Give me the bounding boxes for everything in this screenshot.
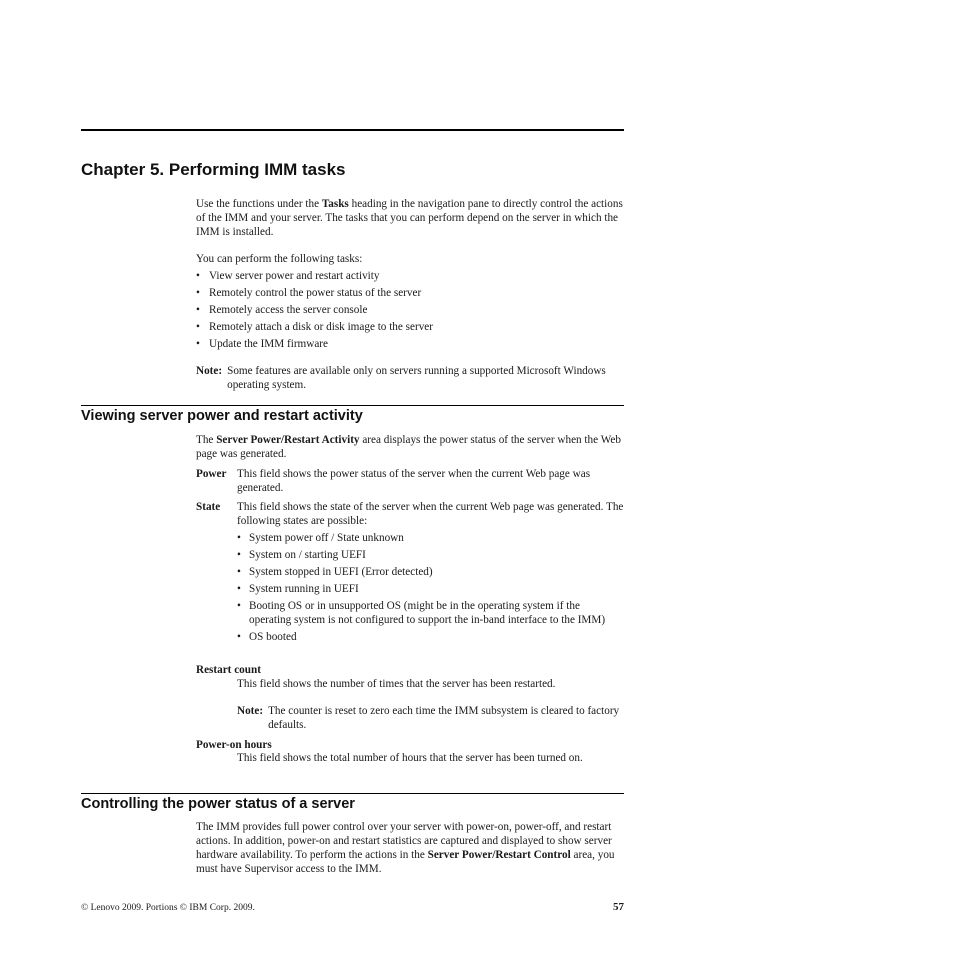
page-number: 57 (613, 901, 624, 913)
chapter-intro-post: heading in the navigation pane to directly control the actions of the IMM and your server. The tasks that you can perform depend on the server in which the IMM is installed. (196, 198, 623, 238)
power-field-entry (196, 467, 624, 495)
tasks-list (196, 269, 624, 354)
power-term: Power (196, 468, 227, 480)
list-item: • Update the IMM firmware (196, 337, 624, 351)
section1-intro (196, 433, 624, 461)
section2-intro-bold: Server Power/Restart Control (427, 849, 571, 861)
section2-title: Controlling the power status of a server (81, 796, 355, 812)
section1-intro-pre: The (196, 434, 217, 446)
footer-copyright: © Lenovo 2009. Portions © IBM Corp. 2009. (81, 903, 255, 913)
restart-count-term: Restart count (196, 664, 261, 676)
list-item: • Remotely attach a disk or disk image to the server (196, 320, 624, 334)
restart-count-desc: This field shows the number of times that the server has been restarted. (237, 678, 556, 690)
power-desc: This field shows the power status of the server when the current Web page was generated. (237, 468, 591, 494)
chapter-note (196, 364, 624, 392)
section2-intro (196, 820, 624, 876)
list-item: • System power off / State unknown (237, 531, 624, 545)
tasks-lead: You can perform the following tasks: (196, 253, 363, 265)
note-label: Note: (196, 365, 223, 377)
section1-intro-bold: Server Power/Restart Activity (216, 434, 360, 446)
section1-title: Viewing server power and restart activity (81, 408, 363, 424)
restart-count-note (237, 704, 624, 732)
chapter-intro (196, 197, 624, 239)
state-term: State (196, 501, 221, 513)
chapter-intro-pre: Use the functions under the (196, 198, 322, 210)
list-item: • Booting OS or in unsupported OS (might be in the operating system if the operating system is not configured to support the in-band interface to the IMM) (237, 599, 624, 627)
list-item: • System on / starting UEFI (237, 548, 624, 562)
chapter-top-rule (81, 129, 624, 131)
section1-intro-post: area displays the power status of the server when the Web page was generated. (196, 434, 621, 460)
note-label: Note: (237, 705, 264, 717)
states-list (237, 531, 624, 647)
list-item: • System running in UEFI (237, 582, 624, 596)
power-on-hours-desc: This field shows the total number of hours that the server has been turned on. (237, 752, 583, 764)
power-on-hours-term: Power-on hours (196, 739, 272, 751)
section2-intro-post: area, you must have Supervisor access to the IMM. (196, 849, 615, 875)
section1-rule (81, 405, 624, 406)
list-item: • OS booted (237, 630, 624, 644)
section2-intro-pre: The IMM provides full power control over your server with power-on, power-off, and restart actions. In addition, power-on and restart statistics are captured and displayed to show server hardware availability. To perform the actions in the (196, 821, 612, 861)
list-item: • Remotely control the power status of the server (196, 286, 624, 300)
state-desc: This field shows the state of the server when the current Web page was generated. The following states are possible: (237, 501, 624, 527)
list-item: • Remotely access the server console (196, 303, 624, 317)
section2-rule (81, 793, 624, 794)
list-item: • View server power and restart activity (196, 269, 624, 283)
state-field-entry (196, 500, 624, 528)
list-item: • System stopped in UEFI (Error detected) (237, 565, 624, 579)
chapter-title: Chapter 5. Performing IMM tasks (81, 160, 346, 179)
note-text: The counter is reset to zero each time the IMM subsystem is cleared to factory defaults. (268, 705, 620, 731)
note-text: Some features are available only on servers running a supported Microsoft Windows operating system. (227, 365, 606, 391)
chapter-intro-bold: Tasks (321, 198, 349, 210)
